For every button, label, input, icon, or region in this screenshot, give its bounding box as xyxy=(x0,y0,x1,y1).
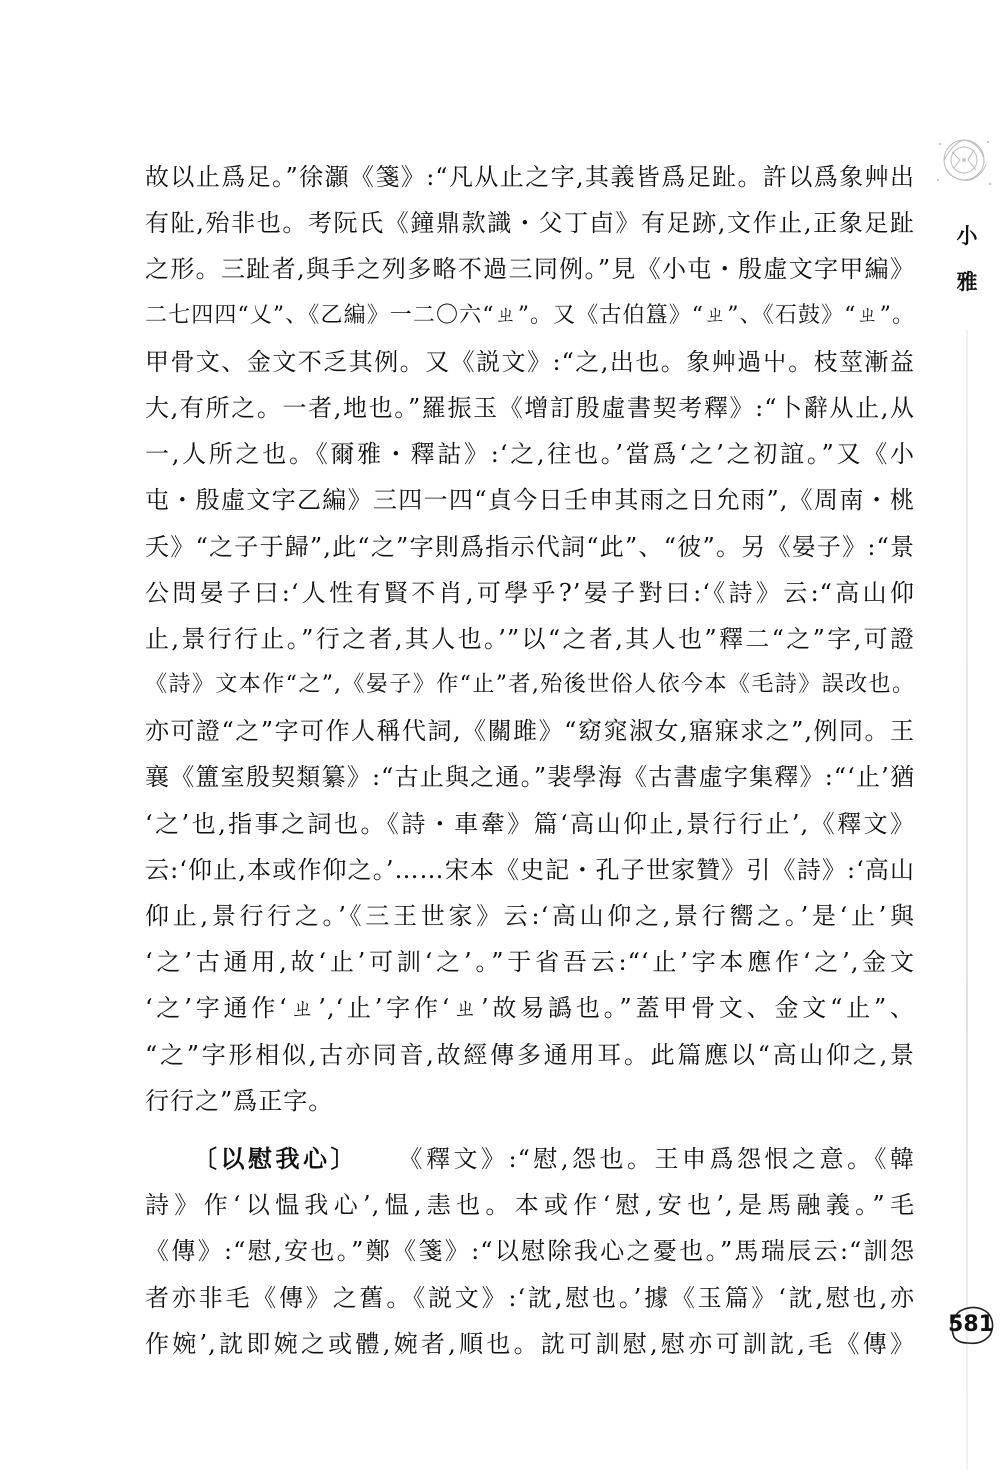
text-line: 夭》“之子于歸”,此“之”字則爲指示代詞“此”、“彼”。另《晏子》:“景 xyxy=(145,532,915,561)
page-body xyxy=(145,154,915,1367)
text-line: 《詩》文本作“之”,《晏子》作“止”者,殆後世俗人依今本《毛詩》誤改也。 xyxy=(145,672,915,698)
text-line: 屯・殷虛文字乙編》三四一四“貞今日壬申其雨之日允雨”,《周南・桃 xyxy=(145,486,915,515)
text-line: ‘之’字通作‘ㄓ’,‘止’字作‘ㄓ’故易譌也。”蓋甲骨文、金文“止”、 xyxy=(145,994,915,1023)
text-line: 二七四四“乂”、《乙編》一二〇六“ㄓ”。又《古伯簋》“ㄓ”、《石鼓》“ㄓ”。 xyxy=(145,302,915,328)
text-line: 大,有所之。一者,地也。”羅振玉《增訂殷虛書契考釋》:“卜辭从止,从 xyxy=(145,393,915,422)
text-line: ‘之’也,指事之詞也。《詩・車舝》篇‘高山仰止,景行行止’,《釋文》 xyxy=(145,809,915,838)
text-line: 故以止爲足。”徐灝《箋》:“凡从止之字,其義皆爲足趾。許以爲象艸出 xyxy=(145,163,915,191)
paragraph-2 xyxy=(145,1136,915,1367)
entry-term: 〔以慰我心〕 xyxy=(193,1143,359,1173)
text-line: 一,人所之也。《爾雅・釋詁》:‘之,往也。’當爲‘之’之初誼。”又《小 xyxy=(145,440,915,469)
text-line: 詩》作‘以愠我心’,愠,恚也。本或作‘慰,安也’,是馬融義。”毛 xyxy=(145,1191,915,1220)
text-line: 之形。三趾者,與手之列多略不過三同例。”見《小屯・殷虛文字甲編》 xyxy=(145,255,915,284)
text-line: “之”字形相似,古亦同音,故經傳多通用耳。此篇應以“高山仰之,景 xyxy=(145,1040,915,1069)
text-line: 者亦非毛《傳》之舊。《説文》:‘訦,慰也。’據《玉篇》‘訦,慰也,亦 xyxy=(145,1283,915,1312)
text-line: 《傳》:“慰,安也。”鄭《箋》:“以慰除我心之憂也。”馬瑞辰云:“訓怨 xyxy=(145,1237,915,1266)
text-line: 甲骨文、金文不乏其例。又《説文》:“之,出也。象艸過屮。枝莖漸益 xyxy=(145,347,915,376)
margin-rule xyxy=(966,330,968,1470)
text-line: 云:‘仰止,本或作仰之。’……宋本《史記・孔子世家贊》引《詩》:‘高山 xyxy=(145,855,915,884)
paragraph-1 xyxy=(145,154,915,1124)
text-line: 亦可證“之”字可作人稱代詞,《關雎》“窈窕淑女,寤寐求之”,例同。王 xyxy=(145,717,915,746)
page-number-text: 581 xyxy=(948,1312,994,1337)
entry-text: 《釋文》:“慰,怨也。王申爲怨恨之意。《韓 xyxy=(396,1144,916,1173)
page-number xyxy=(946,1303,996,1347)
text-line: 作婉’,訦即婉之或體,婉者,順也。訦可訓慰,慰亦可訓訦,毛《傳》 xyxy=(145,1329,915,1358)
corner-ornament-icon xyxy=(930,130,996,194)
text-line: 有阯,殆非也。考阮氏《鐘鼎款識・父丁卣》有足跡,文作止,正象足趾 xyxy=(145,209,915,238)
entry-heading-line xyxy=(145,1136,915,1182)
text-line: ‘之’古通用,故‘止’可訓‘之’。”于省吾云:“‘止’字本應作‘之’,金文 xyxy=(145,948,915,977)
text-line: 仰止,景行行之。’《三王世家》云:‘高山仰之,景行嚮之。’是‘止’與 xyxy=(145,902,915,930)
text-line: 行行之”爲正字。 xyxy=(145,1086,334,1115)
chapter-label-ya: 雅 xyxy=(956,270,978,294)
text-line: 止,景行行止。”行之者,其人也。’”以“之者,其人也”釋二“之”字,可證 xyxy=(145,624,915,653)
text-line: 襄《簠室殷契類纂》:“古止與之通。”裴學海《古書虛字集釋》:“‘止’猶 xyxy=(145,763,915,792)
chapter-label-xiao: 小 xyxy=(956,224,978,248)
text-line: 公問晏子曰:‘人性有賢不肖,可學乎?’晏子對曰:‘《詩》云:“高山仰 xyxy=(145,578,915,607)
